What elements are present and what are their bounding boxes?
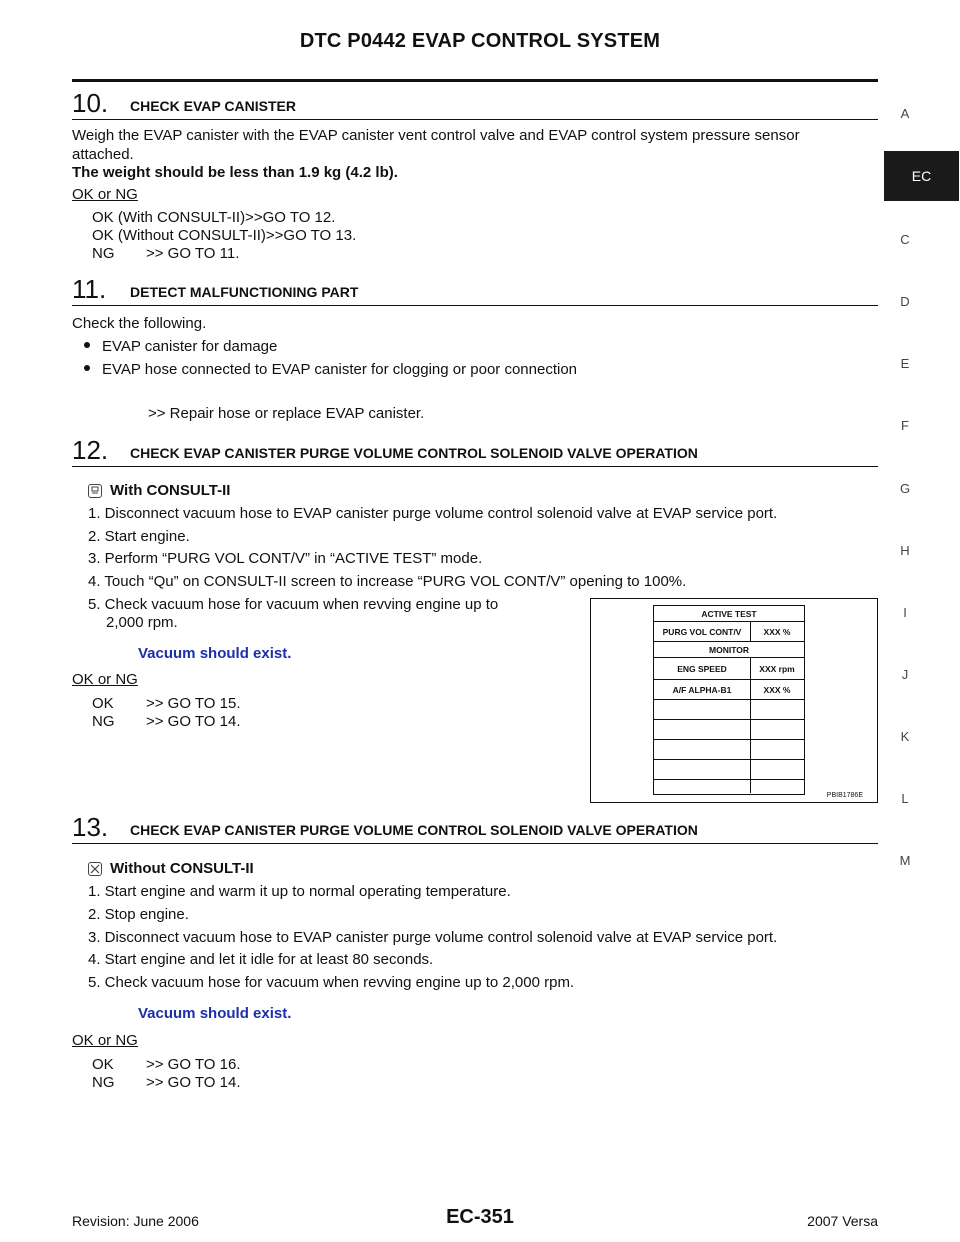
consult-screen (653, 605, 805, 795)
s13-ok-key: OK (92, 1056, 114, 1073)
s13-step-2: 2. Stop engine. (88, 906, 189, 923)
s12-step-4: 4. Touch “Qu” on CONSULT-II screen to increase “PURG VOL CONT/V” opening to 100%. (88, 573, 687, 590)
s10-result-2: OK (Without CONSULT-II)>>GO TO 13. (92, 227, 357, 244)
s10-ok-or-ng: OK or NG (72, 186, 138, 203)
section-number: 11. (72, 274, 107, 304)
s10-result-3-key: NG (92, 245, 115, 262)
s13-step-1: 1. Start engine and warm it up to normal operating temperature. (88, 883, 511, 900)
blank-cell (654, 720, 751, 739)
s13-step-4: 4. Start engine and let it idle for at least 80 seconds. (88, 951, 434, 968)
s13-ng-value: >> GO TO 14. (146, 1074, 241, 1091)
section-13-header (72, 812, 878, 844)
eng-speed-label: ENG SPEED (654, 658, 751, 679)
section-divider (72, 466, 878, 468)
s12-ok-key: OK (92, 695, 114, 712)
blank-cell (654, 760, 751, 779)
blank-cell (750, 760, 804, 779)
section-title: CHECK EVAP CANISTER PURGE VOLUME CONTROL SOLENOID VALVE OPERATION (130, 822, 698, 838)
blank-cell (750, 720, 804, 739)
side-tab-f[interactable]: F (901, 418, 909, 433)
section-divider (72, 305, 878, 307)
side-tab-m[interactable]: M (899, 853, 911, 868)
blank-cell (750, 700, 804, 719)
section-divider (72, 843, 878, 845)
bullet-icon (84, 365, 90, 371)
blank-cell (750, 780, 804, 793)
s12-step-3: 3. Perform “PURG VOL CONT/V” in “ACTIVE TEST” mode. (88, 550, 483, 567)
section-title: CHECK EVAP CANISTER PURGE VOLUME CONTROL SOLENOID VALVE OPERATION (130, 445, 698, 461)
side-tab-e[interactable]: E (900, 356, 910, 371)
s12-ng-value: >> GO TO 14. (146, 713, 241, 730)
s10-spec: The weight should be less than 1.9 kg (4.2 lb). (72, 164, 398, 181)
no-consult-icon (88, 862, 102, 876)
bullet-icon (84, 342, 90, 348)
blank-cell (654, 700, 751, 719)
side-tab-k[interactable]: K (900, 729, 910, 744)
s11-intro: Check the following. (72, 315, 207, 332)
s13-spec: Vacuum should exist. (138, 1005, 292, 1022)
eng-speed-value: XXX rpm (759, 663, 795, 674)
s13-ng-key: NG (92, 1074, 115, 1091)
side-tab-ec[interactable]: EC (884, 151, 959, 201)
purg-vol-value: XXX % (763, 626, 791, 637)
figure-code: PBIB1786E (826, 792, 863, 799)
side-tab-d[interactable]: D (900, 294, 910, 309)
side-tab-a[interactable]: A (900, 106, 910, 121)
s12-step-1: 1. Disconnect vacuum hose to EVAP canister purge volume control solenoid valve at EVAP service port. (88, 505, 778, 522)
monitor-heading: MONITOR (709, 644, 749, 655)
section-title: CHECK EVAP CANISTER (130, 98, 296, 114)
s13-step-3: 3. Disconnect vacuum hose to EVAP canister purge volume control solenoid valve at EVAP service port. (88, 929, 778, 946)
s10-result-3-value: >> GO TO 11. (146, 245, 240, 262)
side-tab-h[interactable]: H (900, 543, 910, 558)
side-tab-c[interactable]: C (900, 232, 910, 247)
s11-bullet-1: EVAP canister for damage (84, 338, 277, 356)
s10-result-1: OK (With CONSULT-II)>>GO TO 12. (92, 209, 336, 226)
section-number: 10. (72, 88, 109, 118)
s10-body-line1: Weigh the EVAP canister with the EVAP canister vent control valve and EVAP control system pressure sensor (72, 127, 800, 144)
s13-ok-or-ng: OK or NG (72, 1032, 138, 1049)
purg-vol-label: PURG VOL CONT/V (654, 622, 751, 641)
af-alpha-label: A/F ALPHA-B1 (654, 680, 751, 699)
af-alpha-value: XXX % (763, 684, 791, 695)
s12-step-2: 2. Start engine. (88, 528, 190, 545)
s12-spec: Vacuum should exist. (138, 645, 292, 662)
section-11-header (72, 274, 878, 306)
s12-step-5-line2: 2,000 rpm. (106, 614, 178, 631)
consult-ii-icon (88, 484, 102, 498)
section-number: 13. (72, 812, 109, 842)
footer-page-number: EC-351 (446, 1206, 514, 1228)
consult-screen-figure (590, 598, 878, 803)
side-tab-l[interactable]: L (901, 791, 909, 806)
section-number: 12. (72, 435, 109, 465)
s10-body-line2: attached. (72, 146, 134, 163)
active-test-heading: ACTIVE TEST (701, 608, 757, 619)
s13-mode: Without CONSULT-II (88, 860, 254, 878)
s13-step-5: 5. Check vacuum hose for vacuum when revving engine up to 2,000 rpm. (88, 974, 575, 991)
page-title: DTC P0442 EVAP CONTROL SYSTEM (299, 30, 661, 52)
blank-cell (654, 740, 751, 759)
s12-ok-value: >> GO TO 15. (146, 695, 241, 712)
s12-step-5-line1: 5. Check vacuum hose for vacuum when revving engine up to (88, 596, 499, 613)
s11-bullet-2: EVAP hose connected to EVAP canister for clogging or poor connection (84, 361, 577, 379)
section-12-header (72, 435, 878, 467)
s12-ng-key: NG (92, 713, 115, 730)
section-10-header (72, 88, 878, 120)
title-divider (72, 79, 878, 82)
s12-ok-or-ng: OK or NG (72, 671, 138, 688)
s13-ok-value: >> GO TO 16. (146, 1056, 241, 1073)
footer-revision: Revision: June 2006 (72, 1213, 199, 1229)
s11-action: >> Repair hose or replace EVAP canister. (148, 405, 425, 422)
blank-cell (750, 740, 804, 759)
section-title: DETECT MALFUNCTIONING PART (130, 284, 359, 300)
side-tab-j[interactable]: J (901, 667, 909, 682)
blank-cell (654, 780, 751, 793)
s12-mode: With CONSULT-II (88, 482, 230, 500)
section-divider (72, 119, 878, 121)
side-tab-g[interactable]: G (899, 481, 911, 496)
side-tab-i[interactable]: I (903, 605, 907, 620)
footer-model: 2007 Versa (807, 1213, 878, 1229)
